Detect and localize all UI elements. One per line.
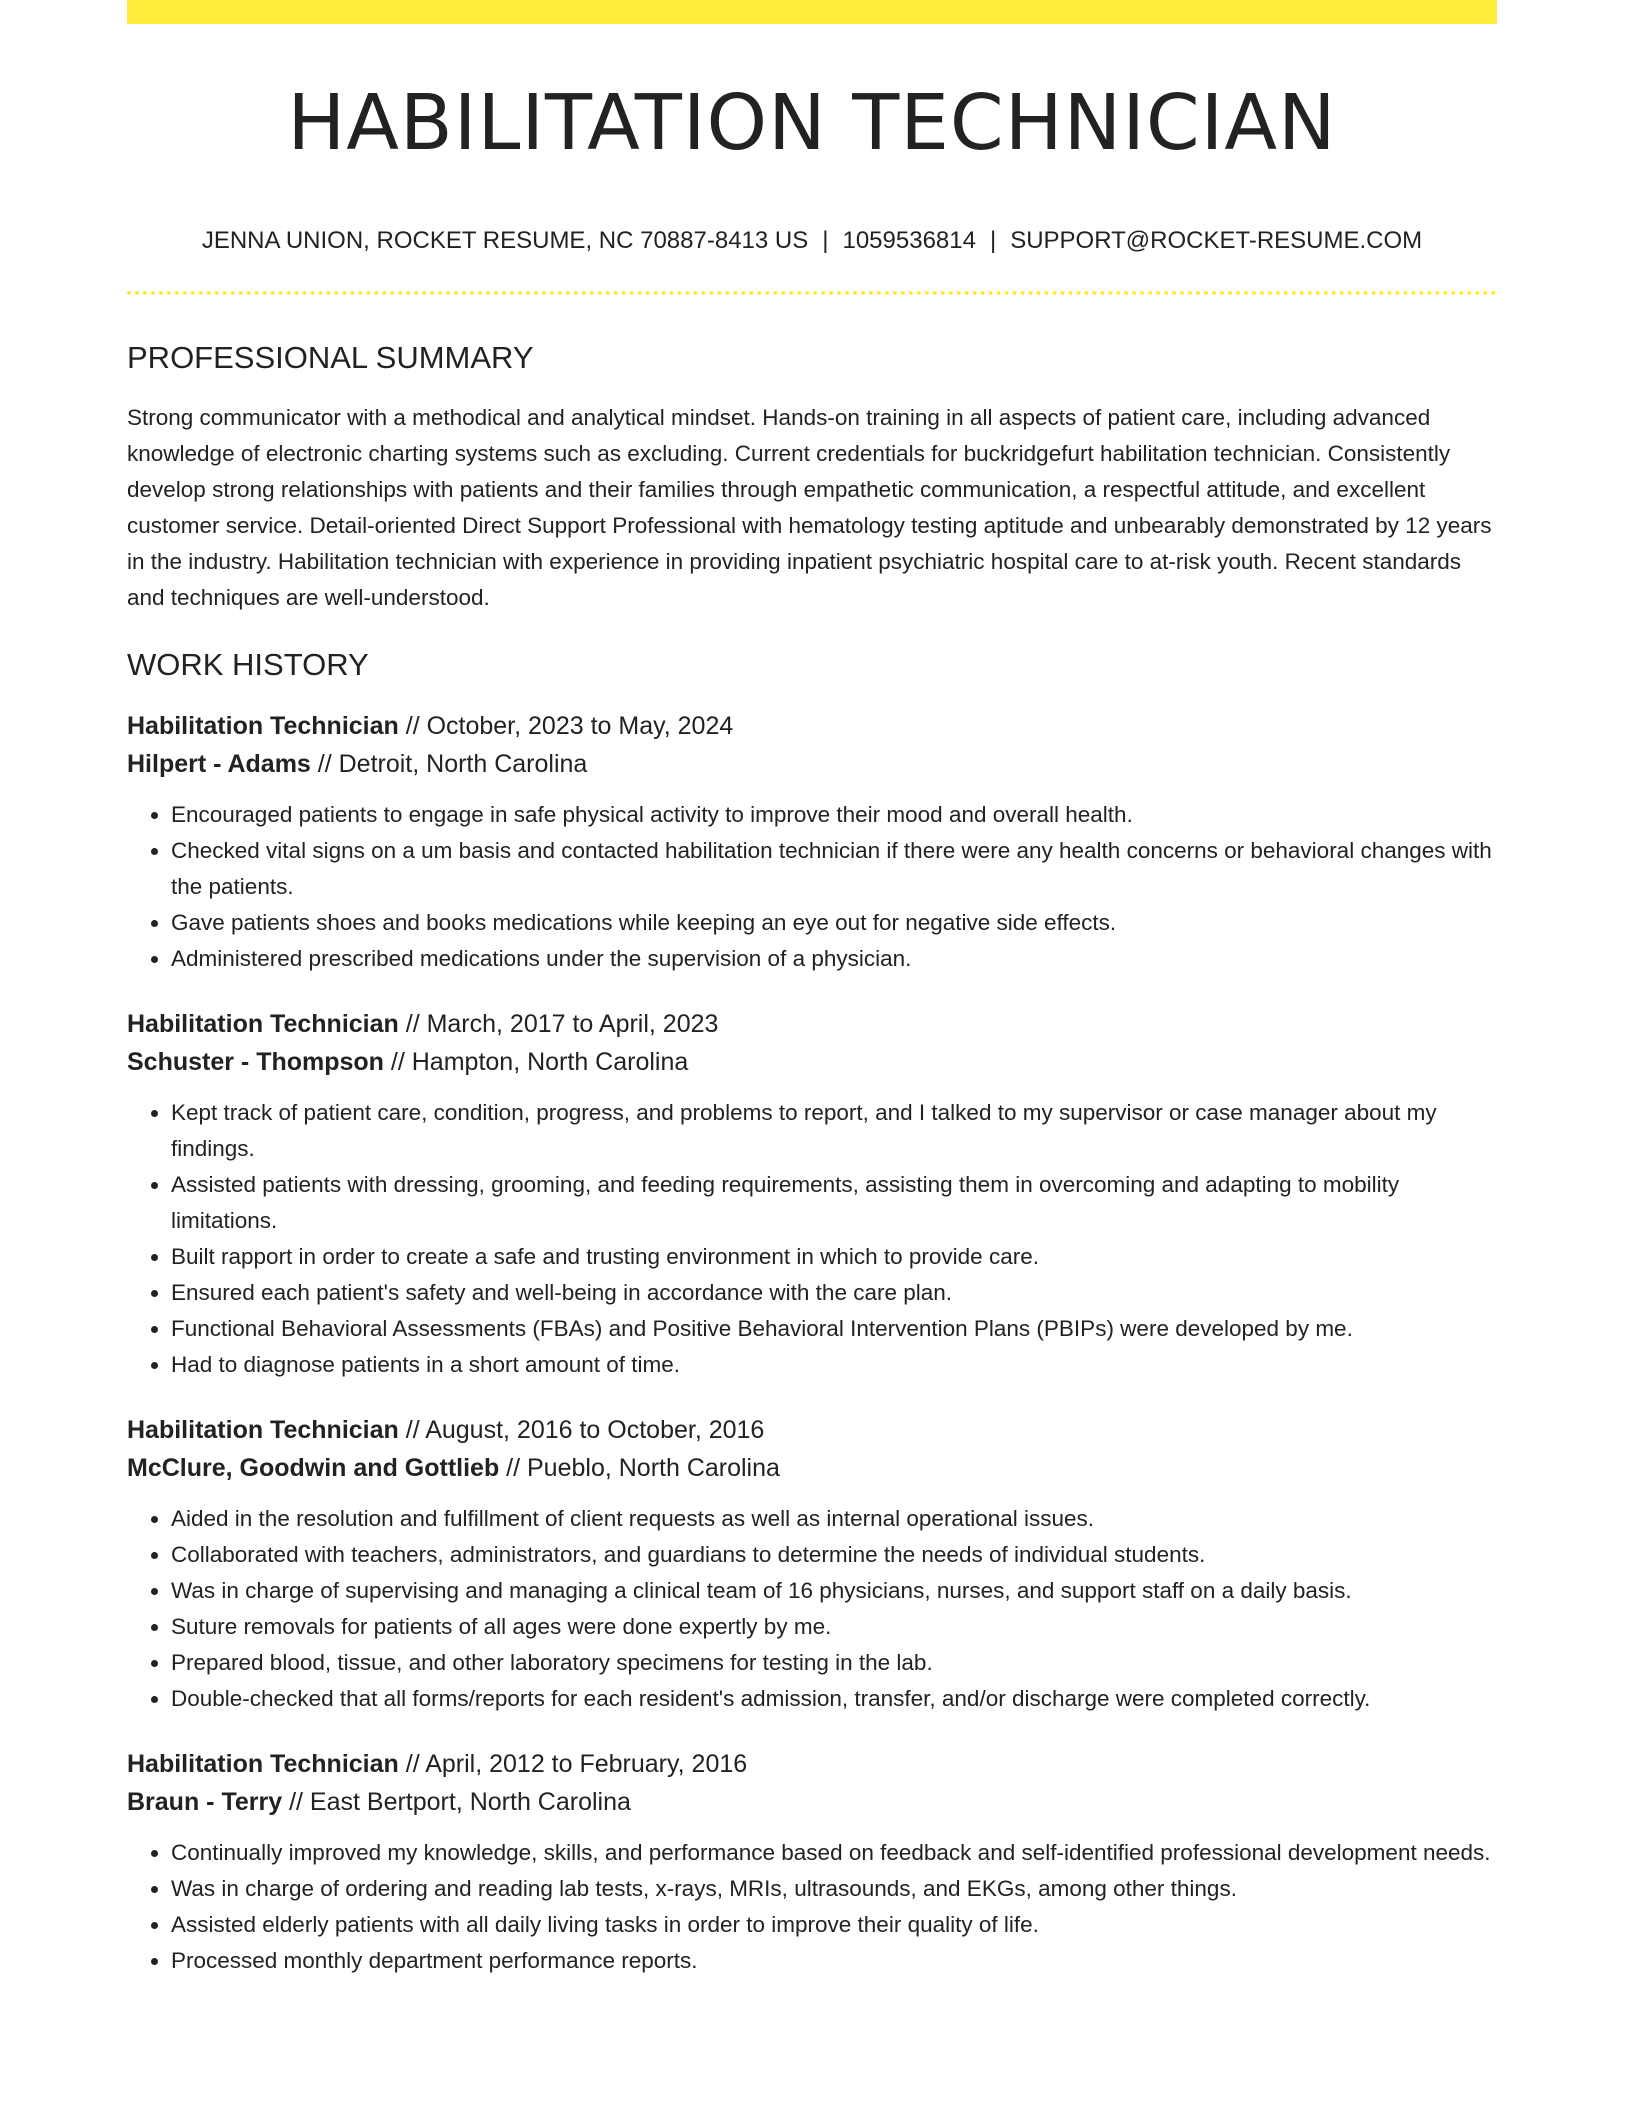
job-title: Habilitation Technician [127, 1010, 399, 1039]
job-bullet: • Double-checked that all forms/reports for each resident's admission, transfer, and/or discharge were completed correctly. [171, 1681, 1497, 1717]
job-bullets [127, 1501, 1497, 1717]
job-bullet: • Ensured each patient's safety and well-being in accordance with the care plan. [171, 1275, 1497, 1311]
summary-text: Strong communicator with a methodical and analytical mindset. Hands-on training in all aspects of patient care, including advanced knowledge of electronic charting systems such as excluding. Current credentials for buckridgefurt habilitation technician. Consistently develop strong relationships with patients and their families through empathetic communication, a respectful attitude, and excellent customer service. Detail-oriented Direct Support Professional with hematology testing aptitude and unbearably demonstrated by 12 years in the industry. Habilitation technician with experience in providing inpatient psychiatric hospital care to at-risk youth. Recent standards and techniques are well-understood. [127, 404, 1492, 610]
job-company: Braun - Terry [127, 1788, 283, 1817]
contact-phone: 1059536814 [842, 226, 976, 254]
job-bullet: • Prepared blood, tissue, and other laboratory specimens for testing in the lab. [171, 1645, 1497, 1681]
contact-email: SUPPORT@ROCKET-RESUME.COM [1010, 226, 1423, 254]
resume-page [127, 0, 1497, 1979]
job-bullet: • Assisted elderly patients with all daily living tasks in order to improve their quality of life. [171, 1907, 1497, 1943]
job-title-line [127, 1411, 1497, 1449]
summary-heading: PROFESSIONAL SUMMARY [127, 339, 534, 375]
dotted-divider [127, 291, 1497, 295]
job-title: Habilitation Technician [127, 1416, 399, 1445]
job-bullet: • Processed monthly department performance reports. [171, 1943, 1497, 1979]
job-bullet: • Administered prescribed medications under the supervision of a physician. [171, 941, 1497, 977]
job-entry [127, 1005, 1497, 1383]
job-location: // Pueblo, North Carolina [499, 1454, 780, 1483]
contact-separator: | [822, 226, 829, 254]
contact-address: JENNA UNION, ROCKET RESUME, NC 70887-8413 US [201, 226, 809, 254]
job-bullet: • Checked vital signs on a um basis and contacted habilitation technician if there were any health concerns or behavioral changes with the patients. [171, 833, 1497, 905]
job-dates: // August, 2016 to October, 2016 [398, 1416, 765, 1445]
job-title: Habilitation Technician [127, 712, 399, 741]
work-history-list [127, 707, 1497, 1979]
contact-separator: | [989, 226, 997, 254]
job-dates: // April, 2012 to February, 2016 [398, 1750, 748, 1779]
job-bullet: • Had to diagnose patients in a short amount of time. [171, 1347, 1497, 1383]
job-title-line [127, 1005, 1497, 1043]
job-location: // Detroit, North Carolina [310, 750, 588, 779]
job-location: // Hampton, North Carolina [383, 1048, 689, 1077]
job-bullet: • Was in charge of supervising and managing a clinical team of 16 physicians, nurses, and support staff on a daily basis. [171, 1573, 1497, 1609]
job-bullet: • Functional Behavioral Assessments (FBAs) and Positive Behavioral Intervention Plans (PBIPs) were developed by me. [171, 1311, 1497, 1347]
contact-line [127, 227, 1497, 255]
job-bullet: • Suture removals for patients of all ages were done expertly by me. [171, 1609, 1497, 1645]
job-company: Hilpert - Adams [127, 750, 311, 779]
job-dates: // October, 2023 to May, 2024 [398, 712, 734, 741]
job-title-line [127, 1745, 1497, 1783]
accent-top-bar [127, 0, 1497, 24]
job-bullet: • Continually improved my knowledge, skills, and performance based on feedback and self-identified professional development needs. [171, 1835, 1497, 1871]
job-dates: // March, 2017 to April, 2023 [398, 1010, 719, 1039]
job-company-line [127, 1783, 1497, 1821]
job-entry [127, 707, 1497, 977]
job-bullets [127, 1095, 1497, 1383]
job-bullet: • Collaborated with teachers, administrators, and guardians to determine the needs of individual students. [171, 1537, 1497, 1573]
job-bullet: • Was in charge of ordering and reading lab tests, x-rays, MRIs, ultrasounds, and EKGs, among other things. [171, 1871, 1497, 1907]
job-company-line [127, 745, 1497, 783]
job-company-line [127, 1043, 1497, 1081]
job-company: McClure, Goodwin and Gottlieb [127, 1454, 500, 1483]
work-history-heading: WORK HISTORY [127, 646, 369, 682]
job-bullets [127, 1835, 1497, 1979]
job-entry [127, 1411, 1497, 1717]
job-location: // East Bertport, North Carolina [282, 1788, 631, 1817]
job-bullet: • Built rapport in order to create a safe and trusting environment in which to provide care. [171, 1239, 1497, 1275]
job-bullet: • Aided in the resolution and fulfillment of client requests as well as internal operational issues. [171, 1501, 1497, 1537]
job-company: Schuster - Thompson [127, 1048, 384, 1077]
job-company-line [127, 1449, 1497, 1487]
job-bullets [127, 797, 1497, 977]
job-bullet: • Kept track of patient care, condition, progress, and problems to report, and I talked to my supervisor or case manager about my findings. [171, 1095, 1497, 1167]
job-title: Habilitation Technician [127, 1750, 399, 1779]
resume-title: HABILITATION TECHNICIAN [287, 79, 1337, 168]
job-entry [127, 1745, 1497, 1979]
job-bullet: • Encouraged patients to engage in safe physical activity to improve their mood and overall health. [171, 797, 1497, 833]
job-title-line [127, 707, 1497, 745]
job-bullet: • Assisted patients with dressing, grooming, and feeding requirements, assisting them in overcoming and adapting to mobility limitations. [171, 1167, 1497, 1239]
job-bullet: • Gave patients shoes and books medications while keeping an eye out for negative side effects. [171, 905, 1497, 941]
